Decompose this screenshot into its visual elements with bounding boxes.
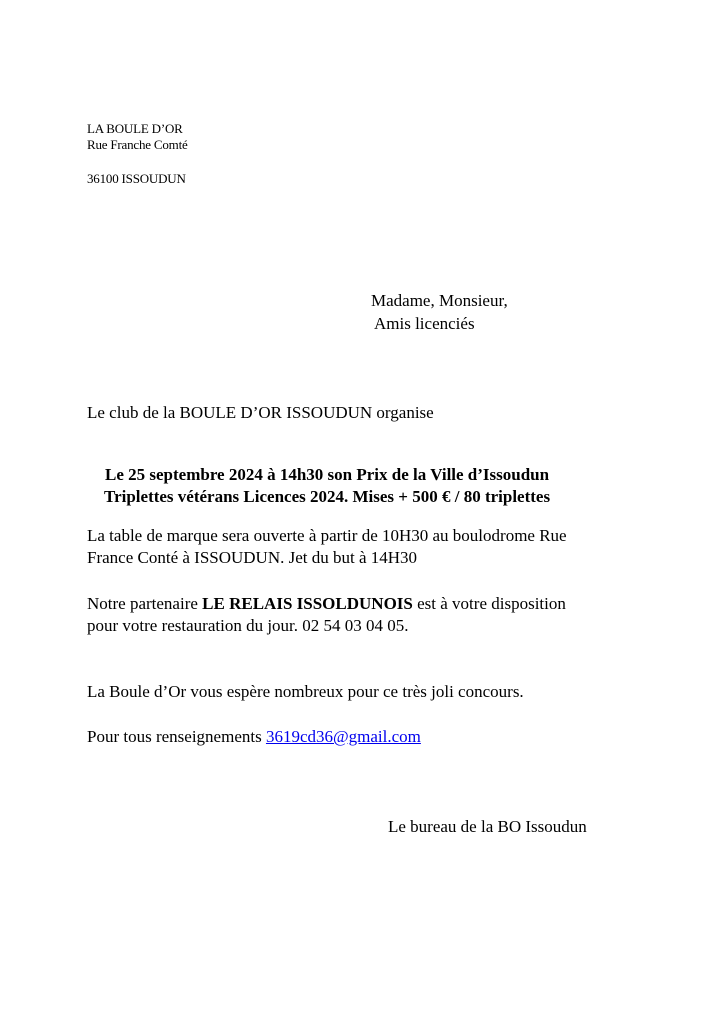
partner-prefix: Notre partenaire: [87, 594, 203, 613]
partner-suffix: est à votre disposition: [412, 594, 566, 613]
salutation-line-1: Madame, Monsieur,: [371, 291, 508, 310]
intro-paragraph: Le club de la BOULE D’OR ISSOUDUN organise: [87, 403, 434, 422]
sender-street: Rue Franche Comté: [87, 137, 188, 152]
partner-line-1: [87, 593, 566, 615]
sender-city: 36100 ISSOUDUN: [87, 171, 186, 186]
closing-paragraph: La Boule d’Or vous espère nombreux pour ce très joli concours.: [87, 682, 524, 701]
contact-line: [87, 726, 421, 748]
contact-email-link[interactable]: 3619cd36@gmail.com: [265, 727, 421, 746]
event-line-2: Triplettes vétérans Licences 2024. Mises + 500 € / 80 triplettes: [104, 487, 551, 506]
contact-label: Pour tous renseignements: [87, 727, 266, 746]
partner-name: LE RELAIS ISSOLDUNOIS: [202, 594, 413, 613]
sender-name: LA BOULE D’OR: [87, 121, 183, 136]
event-line-1: Le 25 septembre 2024 à 14h30 son Prix de la Ville d’Issoudun: [105, 465, 550, 484]
signature: Le bureau de la BO Issoudun: [388, 817, 587, 836]
partner-line-2: pour votre restauration du jour. 02 54 03 04 05.: [87, 616, 409, 635]
table-info-line-1: La table de marque sera ouverte à partir de 10H30 au boulodrome Rue: [87, 526, 567, 545]
table-info-line-2: France Conté à ISSOUDUN. Jet du but à 14H30: [87, 548, 418, 567]
salutation-line-2: Amis licenciés: [374, 314, 475, 333]
